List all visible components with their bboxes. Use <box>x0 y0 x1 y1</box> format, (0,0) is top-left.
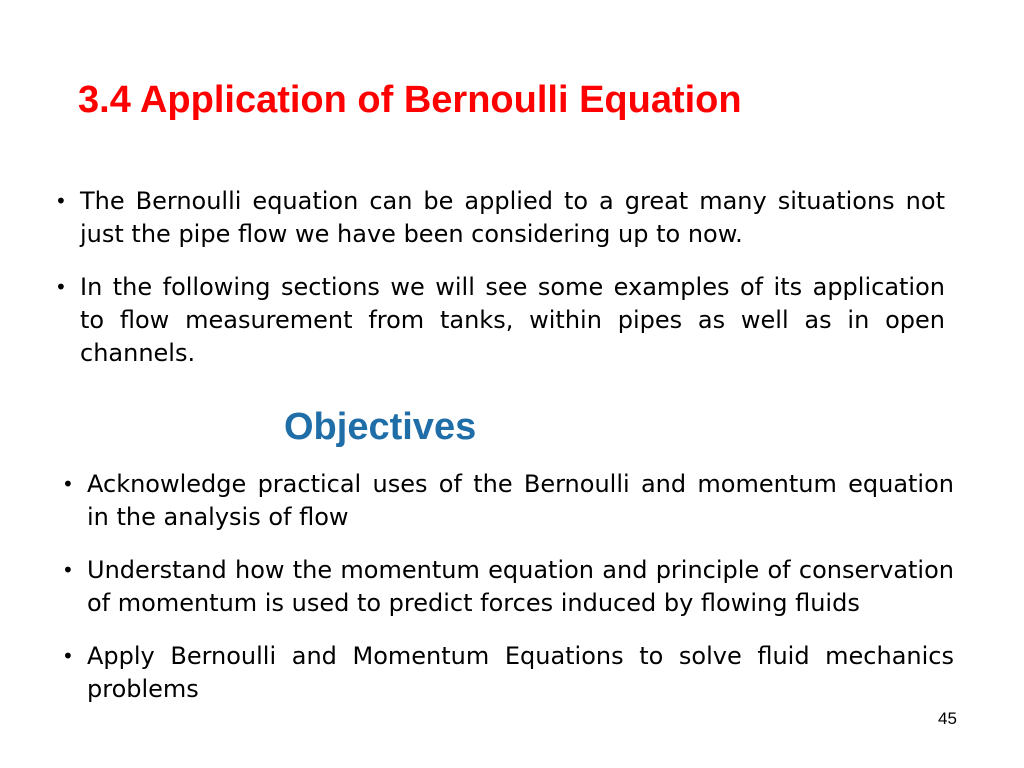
bullet-icon: • <box>55 189 67 213</box>
page-number: 45 <box>938 709 957 728</box>
bullet-icon: • <box>62 472 74 496</box>
objectives-bullet-list <box>62 468 954 706</box>
bullet-text: Apply Bernoulli and Momentum Equations to solve fluid mechanics problems <box>87 642 954 703</box>
list-item <box>55 271 945 370</box>
bullet-icon: • <box>55 275 67 299</box>
bullet-text: In the following sections we will see some examples of its application to flow measurement from tanks, within pipes as well as in open channels. <box>80 273 945 367</box>
bullet-icon: • <box>62 644 74 668</box>
list-item <box>62 640 954 706</box>
objectives-heading: Objectives <box>284 406 477 448</box>
intro-bullet-list <box>55 185 945 370</box>
list-item <box>62 468 954 534</box>
list-item <box>62 554 954 620</box>
bullet-text: Acknowledge practical uses of the Bernoulli and momentum equation in the analysis of flow <box>87 470 954 531</box>
slide-title: 3.4 Application of Bernoulli Equation <box>78 79 742 121</box>
bullet-text: The Bernoulli equation can be applied to a great many situations not just the pipe flow we have been considering up to now. <box>80 187 945 248</box>
bullet-text: Understand how the momentum equation and principle of conservation of momentum is used to predict forces induced by flowing fluids <box>87 556 954 617</box>
bullet-icon: • <box>62 558 74 582</box>
list-item <box>55 185 945 251</box>
